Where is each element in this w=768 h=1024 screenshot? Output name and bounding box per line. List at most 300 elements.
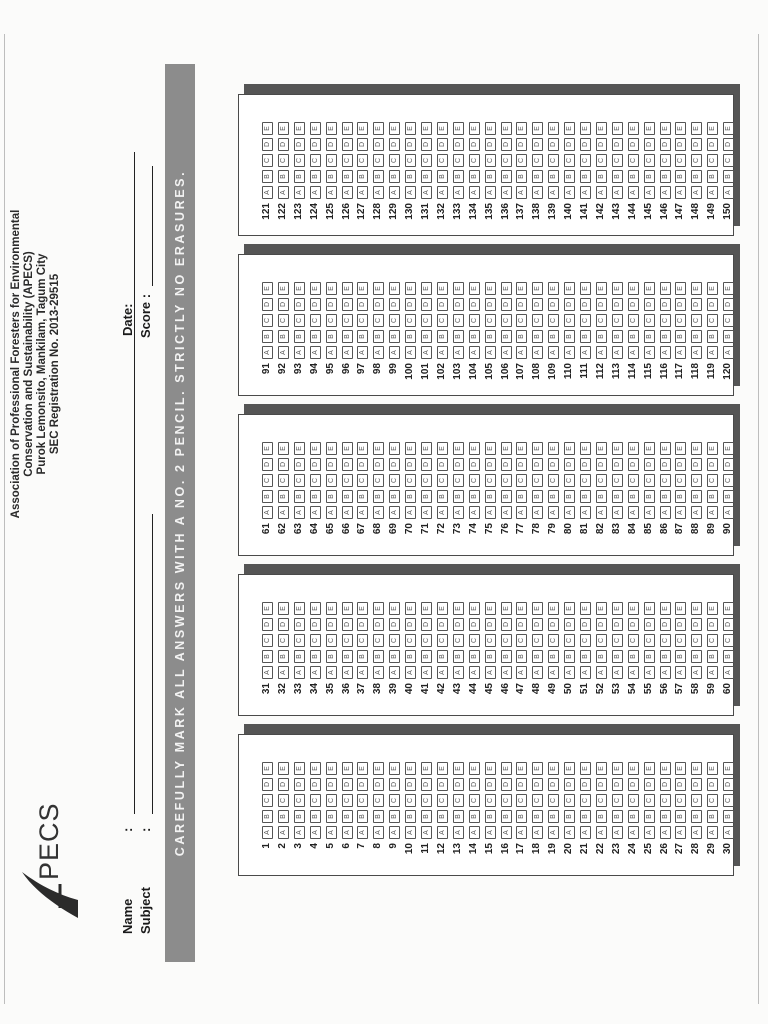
answer-bubble-b[interactable]: B [660,330,671,343]
answer-bubble-b[interactable]: B [373,810,384,823]
answer-bubble-e[interactable]: E [532,122,543,135]
answer-bubble-a[interactable]: A [707,666,718,679]
answer-bubble-c[interactable]: C [342,474,353,487]
answer-bubble-a[interactable]: A [405,666,416,679]
answer-bubble-b[interactable]: B [580,490,591,503]
answer-bubble-b[interactable]: B [532,330,543,343]
answer-bubble-c[interactable]: C [548,474,559,487]
answer-bubble-a[interactable]: A [580,186,591,199]
answer-bubble-c[interactable]: C [294,314,305,327]
answer-bubble-e[interactable]: E [485,282,496,295]
answer-bubble-c[interactable]: C [453,474,464,487]
answer-bubble-c[interactable]: C [580,314,591,327]
answer-bubble-c[interactable]: C [405,634,416,647]
answer-bubble-b[interactable]: B [612,650,623,663]
answer-bubble-e[interactable]: E [294,282,305,295]
answer-bubble-e[interactable]: E [596,122,607,135]
answer-bubble-b[interactable]: B [326,650,337,663]
answer-bubble-e[interactable]: E [389,122,400,135]
answer-bubble-c[interactable]: C [278,794,289,807]
answer-bubble-e[interactable]: E [548,602,559,615]
answer-bubble-c[interactable]: C [501,634,512,647]
answer-bubble-d[interactable]: D [532,778,543,791]
answer-bubble-b[interactable]: B [580,330,591,343]
answer-bubble-e[interactable]: E [421,122,432,135]
answer-bubble-e[interactable]: E [580,762,591,775]
answer-bubble-d[interactable]: D [357,778,368,791]
answer-bubble-a[interactable]: A [516,346,527,359]
answer-bubble-a[interactable]: A [421,666,432,679]
answer-bubble-b[interactable]: B [437,170,448,183]
answer-bubble-b[interactable]: B [628,490,639,503]
answer-bubble-e[interactable]: E [675,602,686,615]
answer-bubble-d[interactable]: D [326,778,337,791]
answer-bubble-c[interactable]: C [564,314,575,327]
answer-bubble-b[interactable]: B [342,330,353,343]
answer-bubble-c[interactable]: C [326,474,337,487]
answer-bubble-c[interactable]: C [437,794,448,807]
answer-bubble-a[interactable]: A [421,506,432,519]
answer-bubble-c[interactable]: C [485,794,496,807]
answer-bubble-d[interactable]: D [326,298,337,311]
answer-bubble-d[interactable]: D [675,778,686,791]
answer-bubble-c[interactable]: C [532,794,543,807]
answer-bubble-e[interactable]: E [469,442,480,455]
answer-bubble-d[interactable]: D [405,778,416,791]
answer-bubble-b[interactable]: B [373,170,384,183]
answer-bubble-b[interactable]: B [707,170,718,183]
answer-bubble-e[interactable]: E [707,762,718,775]
answer-bubble-b[interactable]: B [675,650,686,663]
answer-bubble-b[interactable]: B [612,330,623,343]
answer-bubble-c[interactable]: C [644,794,655,807]
answer-bubble-e[interactable]: E [644,442,655,455]
answer-bubble-c[interactable]: C [580,794,591,807]
answer-bubble-b[interactable]: B [405,810,416,823]
answer-bubble-c[interactable]: C [691,474,702,487]
answer-bubble-b[interactable]: B [516,490,527,503]
answer-bubble-c[interactable]: C [691,314,702,327]
answer-bubble-e[interactable]: E [660,442,671,455]
answer-bubble-b[interactable]: B [294,650,305,663]
answer-bubble-c[interactable]: C [389,794,400,807]
answer-bubble-c[interactable]: C [723,314,734,327]
answer-bubble-b[interactable]: B [723,490,734,503]
answer-bubble-e[interactable]: E [485,442,496,455]
answer-bubble-e[interactable]: E [326,282,337,295]
answer-bubble-c[interactable]: C [596,314,607,327]
score-field[interactable] [152,166,153,286]
answer-bubble-d[interactable]: D [421,458,432,471]
answer-bubble-c[interactable]: C [357,634,368,647]
answer-bubble-d[interactable]: D [437,778,448,791]
answer-bubble-c[interactable]: C [357,474,368,487]
answer-bubble-e[interactable]: E [691,442,702,455]
answer-bubble-d[interactable]: D [516,458,527,471]
answer-bubble-b[interactable]: B [310,170,321,183]
answer-bubble-a[interactable]: A [691,506,702,519]
answer-bubble-a[interactable]: A [342,666,353,679]
answer-bubble-b[interactable]: B [469,490,480,503]
answer-bubble-d[interactable]: D [612,138,623,151]
answer-bubble-c[interactable]: C [437,314,448,327]
answer-bubble-d[interactable]: D [326,618,337,631]
answer-bubble-a[interactable]: A [628,666,639,679]
answer-bubble-d[interactable]: D [405,618,416,631]
answer-bubble-b[interactable]: B [691,490,702,503]
answer-bubble-b[interactable]: B [628,810,639,823]
answer-bubble-e[interactable]: E [723,282,734,295]
answer-bubble-a[interactable]: A [612,826,623,839]
answer-bubble-a[interactable]: A [596,666,607,679]
answer-bubble-c[interactable]: C [628,474,639,487]
answer-bubble-a[interactable]: A [501,506,512,519]
answer-bubble-c[interactable]: C [612,474,623,487]
answer-bubble-a[interactable]: A [373,346,384,359]
answer-bubble-d[interactable]: D [723,618,734,631]
answer-bubble-b[interactable]: B [469,170,480,183]
answer-bubble-d[interactable]: D [326,458,337,471]
answer-bubble-b[interactable]: B [644,810,655,823]
answer-bubble-d[interactable]: D [548,298,559,311]
answer-bubble-d[interactable]: D [389,298,400,311]
answer-bubble-b[interactable]: B [691,170,702,183]
answer-bubble-c[interactable]: C [707,634,718,647]
answer-bubble-d[interactable]: D [357,458,368,471]
answer-bubble-a[interactable]: A [644,506,655,519]
answer-bubble-a[interactable]: A [373,506,384,519]
answer-bubble-b[interactable]: B [437,810,448,823]
answer-bubble-a[interactable]: A [548,346,559,359]
answer-bubble-e[interactable]: E [723,442,734,455]
answer-bubble-c[interactable]: C [516,154,527,167]
answer-bubble-b[interactable]: B [691,810,702,823]
answer-bubble-c[interactable]: C [421,634,432,647]
answer-bubble-a[interactable]: A [691,826,702,839]
answer-bubble-d[interactable]: D [723,138,734,151]
answer-bubble-e[interactable]: E [342,762,353,775]
answer-bubble-e[interactable]: E [501,282,512,295]
answer-bubble-d[interactable]: D [691,778,702,791]
answer-bubble-c[interactable]: C [660,474,671,487]
answer-bubble-b[interactable]: B [294,490,305,503]
answer-bubble-a[interactable]: A [453,826,464,839]
answer-bubble-a[interactable]: A [437,346,448,359]
answer-bubble-c[interactable]: C [596,154,607,167]
answer-bubble-c[interactable]: C [326,314,337,327]
answer-bubble-e[interactable]: E [707,122,718,135]
answer-bubble-d[interactable]: D [373,138,384,151]
answer-bubble-e[interactable]: E [357,122,368,135]
answer-bubble-a[interactable]: A [675,826,686,839]
answer-bubble-e[interactable]: E [548,442,559,455]
answer-bubble-e[interactable]: E [516,762,527,775]
answer-bubble-d[interactable]: D [612,778,623,791]
answer-bubble-e[interactable]: E [580,122,591,135]
answer-bubble-c[interactable]: C [548,154,559,167]
answer-bubble-c[interactable]: C [373,474,384,487]
answer-bubble-c[interactable]: C [278,314,289,327]
answer-bubble-e[interactable]: E [357,602,368,615]
answer-bubble-e[interactable]: E [421,282,432,295]
answer-bubble-c[interactable]: C [294,794,305,807]
answer-bubble-e[interactable]: E [294,762,305,775]
answer-bubble-d[interactable]: D [485,458,496,471]
answer-bubble-c[interactable]: C [469,314,480,327]
answer-bubble-b[interactable]: B [485,650,496,663]
answer-bubble-a[interactable]: A [723,346,734,359]
answer-bubble-d[interactable]: D [548,778,559,791]
answer-bubble-d[interactable]: D [628,138,639,151]
answer-bubble-d[interactable]: D [628,618,639,631]
answer-bubble-d[interactable]: D [469,298,480,311]
answer-bubble-d[interactable]: D [262,618,273,631]
answer-bubble-e[interactable]: E [675,442,686,455]
answer-bubble-a[interactable]: A [596,186,607,199]
answer-bubble-c[interactable]: C [373,794,384,807]
answer-bubble-d[interactable]: D [596,298,607,311]
answer-bubble-d[interactable]: D [532,618,543,631]
answer-bubble-d[interactable]: D [564,778,575,791]
answer-bubble-b[interactable]: B [660,170,671,183]
answer-bubble-a[interactable]: A [723,506,734,519]
answer-bubble-e[interactable]: E [469,602,480,615]
answer-bubble-a[interactable]: A [644,666,655,679]
answer-bubble-c[interactable]: C [628,634,639,647]
answer-bubble-a[interactable]: A [501,346,512,359]
answer-bubble-a[interactable]: A [707,186,718,199]
answer-bubble-a[interactable]: A [453,186,464,199]
answer-bubble-d[interactable]: D [437,458,448,471]
answer-bubble-e[interactable]: E [262,602,273,615]
answer-bubble-b[interactable]: B [612,170,623,183]
answer-bubble-b[interactable]: B [278,170,289,183]
answer-bubble-b[interactable]: B [564,170,575,183]
answer-bubble-c[interactable]: C [691,634,702,647]
answer-bubble-b[interactable]: B [675,170,686,183]
answer-bubble-e[interactable]: E [691,122,702,135]
answer-bubble-a[interactable]: A [357,826,368,839]
answer-bubble-e[interactable]: E [564,282,575,295]
answer-bubble-b[interactable]: B [485,810,496,823]
answer-bubble-b[interactable]: B [501,810,512,823]
answer-bubble-a[interactable]: A [660,506,671,519]
answer-bubble-b[interactable]: B [564,330,575,343]
answer-bubble-b[interactable]: B [564,650,575,663]
answer-bubble-e[interactable]: E [405,282,416,295]
answer-bubble-a[interactable]: A [516,506,527,519]
answer-bubble-e[interactable]: E [564,442,575,455]
answer-bubble-d[interactable]: D [516,138,527,151]
answer-bubble-e[interactable]: E [262,122,273,135]
answer-bubble-c[interactable]: C [453,314,464,327]
answer-bubble-d[interactable]: D [596,618,607,631]
answer-bubble-d[interactable]: D [421,298,432,311]
answer-bubble-e[interactable]: E [723,762,734,775]
answer-bubble-a[interactable]: A [532,826,543,839]
answer-bubble-d[interactable]: D [516,298,527,311]
answer-bubble-d[interactable]: D [612,458,623,471]
answer-bubble-c[interactable]: C [421,794,432,807]
answer-bubble-a[interactable]: A [310,506,321,519]
answer-bubble-b[interactable]: B [580,650,591,663]
answer-bubble-c[interactable]: C [485,634,496,647]
answer-bubble-b[interactable]: B [421,490,432,503]
answer-bubble-a[interactable]: A [564,826,575,839]
answer-bubble-d[interactable]: D [580,778,591,791]
answer-bubble-a[interactable]: A [596,826,607,839]
answer-bubble-c[interactable]: C [707,794,718,807]
answer-bubble-e[interactable]: E [628,122,639,135]
answer-bubble-e[interactable]: E [596,762,607,775]
answer-bubble-c[interactable]: C [691,794,702,807]
answer-bubble-b[interactable]: B [596,330,607,343]
answer-bubble-b[interactable]: B [532,490,543,503]
answer-bubble-e[interactable]: E [357,762,368,775]
answer-bubble-a[interactable]: A [326,666,337,679]
answer-bubble-b[interactable]: B [373,490,384,503]
answer-bubble-b[interactable]: B [675,330,686,343]
answer-bubble-b[interactable]: B [373,650,384,663]
answer-bubble-e[interactable]: E [373,122,384,135]
answer-bubble-a[interactable]: A [516,826,527,839]
answer-bubble-e[interactable]: E [469,762,480,775]
answer-bubble-c[interactable]: C [310,794,321,807]
answer-bubble-a[interactable]: A [389,666,400,679]
answer-bubble-b[interactable]: B [580,810,591,823]
answer-bubble-c[interactable]: C [310,634,321,647]
answer-bubble-b[interactable]: B [723,810,734,823]
answer-bubble-e[interactable]: E [373,282,384,295]
answer-bubble-a[interactable]: A [691,666,702,679]
answer-bubble-d[interactable]: D [612,298,623,311]
answer-bubble-d[interactable]: D [580,138,591,151]
answer-bubble-c[interactable]: C [310,314,321,327]
answer-bubble-c[interactable]: C [660,794,671,807]
answer-bubble-e[interactable]: E [437,602,448,615]
answer-bubble-a[interactable]: A [707,826,718,839]
answer-bubble-a[interactable]: A [469,826,480,839]
answer-bubble-e[interactable]: E [453,602,464,615]
answer-bubble-d[interactable]: D [548,618,559,631]
answer-bubble-b[interactable]: B [612,490,623,503]
answer-bubble-b[interactable]: B [326,810,337,823]
answer-bubble-c[interactable]: C [707,474,718,487]
answer-bubble-a[interactable]: A [516,186,527,199]
answer-bubble-e[interactable]: E [278,122,289,135]
answer-bubble-c[interactable]: C [596,634,607,647]
answer-bubble-d[interactable]: D [564,298,575,311]
answer-bubble-a[interactable]: A [660,346,671,359]
answer-bubble-c[interactable]: C [437,474,448,487]
answer-bubble-e[interactable]: E [310,762,321,775]
answer-bubble-a[interactable]: A [310,826,321,839]
answer-bubble-e[interactable]: E [501,442,512,455]
answer-bubble-c[interactable]: C [532,474,543,487]
answer-bubble-b[interactable]: B [596,650,607,663]
answer-bubble-d[interactable]: D [405,298,416,311]
answer-bubble-a[interactable]: A [421,346,432,359]
answer-bubble-e[interactable]: E [691,282,702,295]
answer-bubble-a[interactable]: A [548,506,559,519]
answer-bubble-e[interactable]: E [628,762,639,775]
answer-bubble-a[interactable]: A [326,186,337,199]
answer-bubble-a[interactable]: A [278,186,289,199]
answer-bubble-e[interactable]: E [675,282,686,295]
answer-bubble-d[interactable]: D [342,778,353,791]
answer-bubble-c[interactable]: C [660,634,671,647]
answer-bubble-d[interactable]: D [262,298,273,311]
answer-bubble-d[interactable]: D [373,458,384,471]
answer-bubble-d[interactable]: D [310,778,321,791]
answer-bubble-e[interactable]: E [326,442,337,455]
answer-bubble-d[interactable]: D [707,778,718,791]
answer-bubble-d[interactable]: D [421,618,432,631]
answer-bubble-d[interactable]: D [644,618,655,631]
answer-bubble-b[interactable]: B [532,170,543,183]
answer-bubble-c[interactable]: C [723,154,734,167]
answer-bubble-e[interactable]: E [660,762,671,775]
answer-bubble-e[interactable]: E [278,282,289,295]
answer-bubble-a[interactable]: A [437,186,448,199]
answer-bubble-d[interactable]: D [469,778,480,791]
answer-bubble-b[interactable]: B [342,170,353,183]
answer-bubble-a[interactable]: A [342,346,353,359]
answer-bubble-d[interactable]: D [707,138,718,151]
answer-bubble-c[interactable]: C [644,634,655,647]
answer-bubble-e[interactable]: E [596,282,607,295]
answer-bubble-e[interactable]: E [580,442,591,455]
answer-bubble-c[interactable]: C [532,154,543,167]
answer-bubble-c[interactable]: C [405,154,416,167]
answer-bubble-b[interactable]: B [373,330,384,343]
answer-bubble-d[interactable]: D [675,618,686,631]
answer-bubble-c[interactable]: C [723,474,734,487]
answer-bubble-c[interactable]: C [501,154,512,167]
answer-bubble-e[interactable]: E [278,602,289,615]
answer-bubble-c[interactable]: C [675,794,686,807]
answer-bubble-a[interactable]: A [357,346,368,359]
answer-bubble-a[interactable]: A [644,826,655,839]
answer-bubble-d[interactable]: D [421,138,432,151]
answer-bubble-d[interactable]: D [501,138,512,151]
answer-bubble-e[interactable]: E [373,442,384,455]
answer-bubble-d[interactable]: D [262,138,273,151]
answer-bubble-d[interactable]: D [501,298,512,311]
answer-bubble-e[interactable]: E [342,602,353,615]
answer-bubble-d[interactable]: D [628,778,639,791]
answer-bubble-b[interactable]: B [501,330,512,343]
answer-bubble-e[interactable]: E [485,602,496,615]
answer-bubble-c[interactable]: C [501,314,512,327]
answer-bubble-c[interactable]: C [516,314,527,327]
answer-bubble-c[interactable]: C [421,474,432,487]
answer-bubble-b[interactable]: B [453,490,464,503]
answer-bubble-c[interactable]: C [516,794,527,807]
answer-bubble-a[interactable]: A [326,346,337,359]
answer-bubble-c[interactable]: C [564,794,575,807]
answer-bubble-c[interactable]: C [675,154,686,167]
answer-bubble-b[interactable]: B [469,330,480,343]
answer-bubble-a[interactable]: A [437,506,448,519]
answer-bubble-a[interactable]: A [294,826,305,839]
answer-bubble-c[interactable]: C [389,474,400,487]
answer-bubble-a[interactable]: A [310,666,321,679]
answer-bubble-c[interactable]: C [278,154,289,167]
answer-bubble-c[interactable]: C [262,314,273,327]
answer-bubble-b[interactable]: B [516,170,527,183]
answer-bubble-d[interactable]: D [294,778,305,791]
